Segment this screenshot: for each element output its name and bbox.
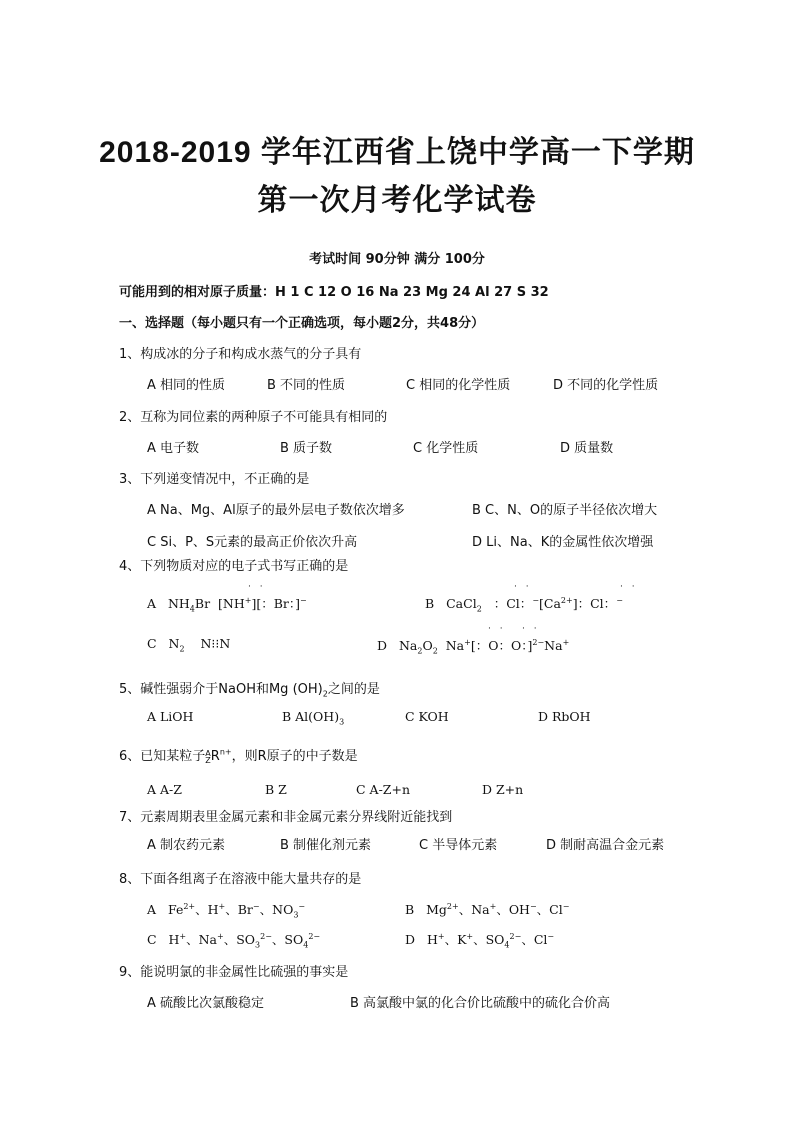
electron-dots: · · (514, 582, 532, 592)
ion: 、NO (259, 902, 294, 917)
question-8-stem: 8、下面各组离子在溶液中能大量共存的是 (119, 872, 362, 887)
electron-dots: · · (248, 582, 266, 592)
electron-formula: [NH (218, 596, 245, 611)
q7-option-b: B 制催化剂元素 (280, 838, 372, 853)
subscript: 2 (432, 646, 438, 656)
q2-option-c: C 化学性质 (413, 441, 479, 456)
option-label: B (425, 596, 435, 611)
q3-option-b: B C、N、O的原子半径依次增大 (472, 503, 658, 518)
q5-option-a: A LiOH (147, 709, 194, 724)
formula: N (168, 636, 180, 651)
option-label: D (377, 638, 388, 653)
charge: 2− (532, 637, 545, 647)
subscript: 3 (293, 910, 299, 920)
subscript: 3 (255, 940, 261, 950)
option-label: C (147, 636, 157, 651)
q4-option-c (147, 636, 231, 654)
charge: − (532, 595, 540, 605)
electron-formula-part: ： (603, 596, 617, 611)
charge: 2− (260, 931, 272, 941)
charge: n+ (219, 747, 232, 757)
ion: H (426, 932, 438, 947)
charge: − (562, 901, 570, 911)
q4-option-a (147, 594, 307, 612)
q6-option-d: D Z+n (482, 782, 524, 797)
charge: − (529, 901, 537, 911)
exam-title-line1: 2018-2019 学年江西省上饶中学高一下学期 (99, 136, 695, 169)
q2-option-b: B 质子数 (280, 441, 333, 456)
q7-option-c: C 半导体元素 (419, 838, 498, 853)
q2-option-a: A 电子数 (147, 441, 200, 456)
charge: + (466, 931, 474, 941)
section-heading: 一、选择题（每小题只有一个正确选项，每小题2分，共48分） (119, 316, 485, 331)
formula: Na (398, 638, 418, 653)
subscript: 2 (179, 644, 185, 654)
question-9-stem: 9、能说明氯的非金属性比硫强的事实是 (119, 965, 349, 980)
q3-option-a: A Na、Mg、Al原子的最外层电子数依次增多 (147, 503, 405, 518)
ion: H (168, 932, 180, 947)
charge: + (217, 931, 224, 941)
charge: − (298, 901, 306, 911)
q6-option-c: C A-Z+n (356, 782, 410, 797)
electron-formula-part: r (282, 596, 289, 611)
subscript: 4 (189, 604, 195, 614)
ion: 、SO (223, 932, 256, 947)
charge: − (300, 595, 307, 605)
exam-info: 考试时间 90分钟 满分 100分 (309, 252, 485, 267)
ion: 、Cl (521, 932, 548, 947)
subscript: 2 (476, 604, 482, 614)
subscript: 4 (303, 940, 309, 950)
electron-formula-part: ： (519, 596, 533, 611)
subscript: 3 (339, 717, 345, 727)
q1-option-c: C 相同的化学性质 (406, 378, 511, 393)
subscript: 2 (417, 646, 423, 656)
formula: CaCl (446, 596, 477, 611)
charge: + (244, 595, 252, 605)
electron-formula-part: ][：B (251, 596, 283, 611)
ion: 、H (195, 902, 219, 917)
charge: 2+ (560, 595, 573, 605)
charge: 2− (509, 931, 522, 941)
electron-formula-part: [： (470, 638, 489, 653)
ion: 、Na (458, 902, 490, 917)
q2-option-d: D 质量数 (560, 441, 614, 456)
electron-formula-part: l (599, 596, 604, 611)
ion: Mg (426, 902, 447, 917)
stem-text: 5、碱性强弱介于NaOH和Mg (OH) (119, 682, 323, 697)
stem-text: ，则R原子的中子数是 (231, 749, 358, 764)
electron-formula: N⁝⁝N (200, 636, 231, 651)
q6-option-b: B Z (265, 782, 287, 797)
stem-text: 之间的是 (327, 682, 380, 697)
subscript: 4 (504, 940, 510, 950)
ion: 、Na (186, 932, 217, 947)
exam-title-line2: 第一次月考化学试卷 (257, 184, 537, 217)
electron-formula-part: ： (498, 638, 511, 653)
q5-option-b (282, 709, 345, 727)
q3-option-d: D Li、Na、K的金属性依次增强 (472, 535, 654, 550)
atomic-number: Z (205, 755, 211, 765)
question-6-stem (119, 745, 358, 764)
q8-option-d (405, 930, 554, 948)
q5-option-d: D RbOH (538, 709, 591, 724)
q4-option-b (425, 594, 623, 612)
q1-option-b: B 不同的性质 (267, 378, 346, 393)
ion: 、Cl (536, 902, 563, 917)
question-5-stem (119, 678, 380, 697)
mass-number: A (205, 748, 211, 758)
formula: O (422, 638, 433, 653)
electron-formula-part: Na (544, 638, 563, 653)
option-label: D (405, 932, 416, 947)
q5-option-c: C KOH (405, 709, 449, 724)
stem-text: 6、已知某粒子 (119, 749, 206, 764)
q7-option-a: A 制农药元素 (147, 838, 226, 853)
electron-dots: · · (488, 624, 506, 634)
question-3-stem: 3、下列递变情况中，不正确的是 (119, 472, 310, 487)
option-label: A (147, 902, 157, 917)
option-label: C (147, 932, 157, 947)
ion: 、OH (496, 902, 530, 917)
electron-formula-part: ：C (493, 596, 516, 611)
q7-option-d: D 制耐高温合金元素 (546, 838, 665, 853)
q1-option-d: D 不同的化学性质 (553, 378, 659, 393)
q3-option-c: C Si、P、S元素的最高正价依次升高 (147, 535, 358, 550)
electron-formula-part: Na (445, 638, 465, 653)
charge: − (252, 901, 260, 911)
electron-formula-part: ：] (521, 638, 533, 653)
electron-dots: · · (522, 624, 540, 634)
q6-option-a: A A-Z (147, 782, 182, 797)
question-2-stem: 2、互称为同位素的两种原子不可能具有相同的 (119, 410, 388, 425)
q8-option-a (147, 900, 305, 918)
charge: + (179, 931, 187, 941)
subscript: 2 (322, 689, 328, 699)
option-label: B (405, 902, 415, 917)
charge: + (562, 637, 570, 647)
q1-option-a: A 相同的性质 (147, 378, 226, 393)
electron-formula-part: [Ca (539, 596, 561, 611)
charge: 2+ (183, 901, 196, 911)
electron-dots: · · (620, 582, 638, 592)
ion: 、SO (473, 932, 505, 947)
ion: 、Br (225, 902, 253, 917)
charge: + (464, 637, 471, 647)
option-label: A (147, 596, 157, 611)
charge: 2+ (446, 901, 459, 911)
q8-option-c (147, 930, 320, 948)
formula: NH (167, 596, 190, 611)
charge: + (489, 901, 497, 911)
question-7-stem: 7、元素周期表里金属元素和非金属元素分界线附近能找到 (119, 810, 453, 825)
electron-formula-part: O (510, 638, 522, 653)
q8-option-b (405, 900, 569, 918)
electron-formula-part: O (488, 638, 499, 653)
charge: + (437, 931, 445, 941)
q4-option-d (377, 636, 569, 654)
electron-formula-part: ]：C (572, 596, 600, 611)
element-symbol: R (210, 749, 220, 764)
charge: + (218, 901, 226, 911)
charge: − (547, 931, 555, 941)
atomic-masses: 可能用到的相对原子质量：H 1 C 12 O 16 Na 23 Mg 24 Al 27 S 32 (119, 285, 549, 300)
ion: 、SO (271, 932, 304, 947)
electron-formula-part: l (515, 596, 520, 611)
ion: Fe (167, 902, 184, 917)
ion: 、K (444, 932, 467, 947)
q9-option-a: A 硫酸比次氯酸稳定 (147, 996, 265, 1011)
question-1-stem: 1、构成冰的分子和构成水蒸气的分子具有 (119, 347, 362, 362)
formula-tail: Br (194, 596, 211, 611)
q9-option-b: B 高氯酸中氯的化合价比硫酸中的硫化合价高 (350, 996, 611, 1011)
option-text: B Al(OH) (282, 709, 340, 724)
electron-formula-part: ：] (288, 596, 301, 611)
charge: 2− (308, 931, 321, 941)
question-4-stem: 4、下列物质对应的电子式书写正确的是 (119, 559, 349, 574)
charge: − (616, 595, 623, 605)
